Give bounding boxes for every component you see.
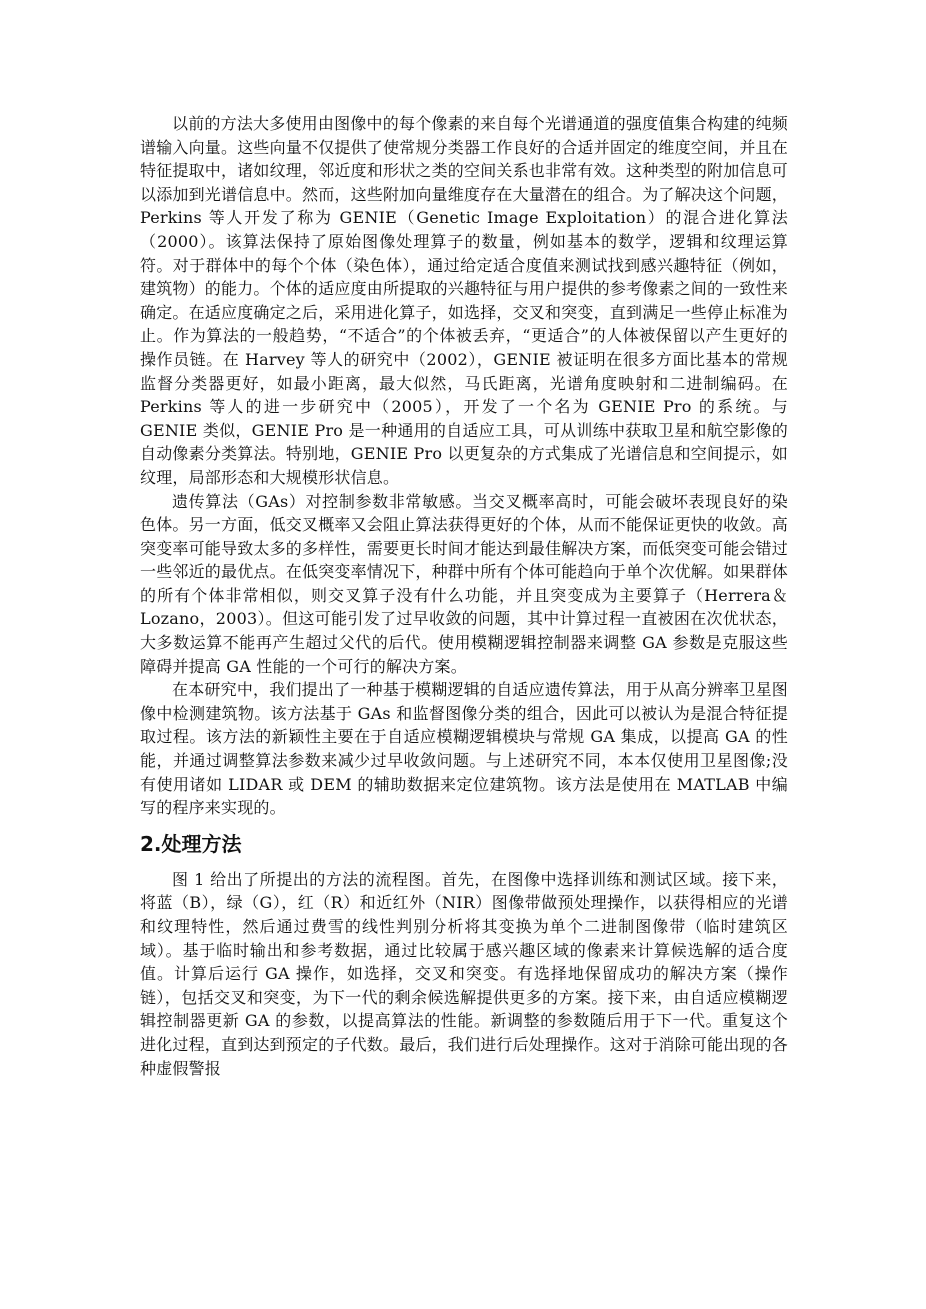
paragraph-ga-parameters: 遗传算法（GAs）对控制参数非常敏感。当交叉概率高时，可能会破坏表现良好的染色体。另一方面，低交叉概率又会阻止算法获得更好的个体，从而不能保证更快的收敛。高突变率可能导致太多的多样性，需要更长时间才能达到最佳解决方案，而低突变可能会错过一些邻近的最优点。在低突变率情况下，种群中所有个体可能趋向于单个次优解。如果群体的所有个体非常相似，则交叉算子没有什么功能，并且突变成为主要算子（Herrera＆Lozano，2003）。但这可能引发了过早收敛的问题，其中计算过程一直被困在次优状态，大多数运算不能再产生超过父代的后代。使用模糊逻辑控制器来调整 GA 参数是克服这些障碍并提高 GA 性能的一个可行的解决方案。	[140, 491, 789, 676]
paragraph-genie: 以前的方法大多使用由图像中的每个像素的来自每个光谱通道的强度值集合构建的纯频谱输入向量。这些向量不仅提供了使常规分类器工作良好的合适并固定的维度空间，并且在特征提取中，诸如纹理，邻近度和形状之类的空间关系也非常有效。这种类型的附加信息可以添加到光谱信息中。然而，这些附加向量维度存在大量潜在的组合。为了解决这个问题，Perkins 等人开发了称为 GENIE（Genetic Image Exploitation）的混合进化算法（2000）。该算法保持了原始图像处理算子的数量，例如基本的数学，逻辑和纹理运算符。对于群体中的每个个体（染色体），通过给定适合度值来测试找到感兴趣特征（例如，建筑物）的能力。个体的适应度由所提取的兴趣特征与用户提供的参考像素之间的一致性来确定。在适应度确定之后，采用进化算子，如选择，交叉和突变，直到满足一些停止标准为止。作为算法的一般趋势，“不适合”的个体被丢弃，“更适合”的人体被保留以产生更好的操作员链。在 Harvey 等人的研究中（2002），GENIE 被证明在很多方面比基本的常规监督分类器更好，如最小距离，最大似然，马氏距离，光谱角度映射和二进制编码。在 Perkins 等人的进一步研究中（2005），开发了一个名为 GENIE Pro 的系统。与 GENIE 类似，GENIE Pro 是一种通用的自适应工具，可从训练中获取卫星和航空影像的自动像素分类算法。特别地，GENIE Pro 以更复杂的方式集成了光谱信息和空间提示，如纹理，局部形态和大规模形状信息。	[140, 114, 789, 487]
section-heading: 2.处理方法	[140, 831, 242, 856]
document-page	[140, 112, 788, 1080]
paragraph-this-study: 在本研究中，我们提出了一种基于模糊逻辑的自适应遗传算法，用于从高分辨率卫星图像中检测建筑物。该方法基于 GAs 和监督图像分类的组合，因此可以被认为是混合特征提取过程。该方法的新颖性主要在于自适应模糊逻辑模块与常规 GA 集成，以提高 GA 的性能，并通过调整算法参数来减少过早收敛问题。与上述研究不同，本本仅使用卫星图像;没有使用诸如 LIDAR 或 DEM 的辅助数据来定位建筑物。该方法是使用在 MATLAB 中编写的程序来实现的。	[140, 680, 788, 818]
paragraph-method-overview: 图 1 给出了所提出的方法的流程图。首先，在图像中选择训练和测试区域。接下来，将蓝（B），绿（G），红（R）和近红外（NIR）图像带做预处理操作，以获得相应的光谱和纹理特性，然后通过费雪的线性判别分析将其变换为单个二进制图像带（临时建筑区域）。基于临时输出和参考数据，通过比较属于感兴趣区域的像素来计算候选解的适合度值。计算后运行 GA 操作，如选择，交叉和突变。有选择地保留成功的解决方案（操作链），包括交叉和突变，为下一代的剩余候选解提供更多的方案。接下来，由自适应模糊逻辑控制器更新 GA 的参数，以提高算法的性能。新调整的参数随后用于下一代。重复这个进化过程，直到达到预定的子代数。最后，我们进行后处理操作。这对于消除可能出现的各种虚假警报	[140, 869, 789, 1078]
